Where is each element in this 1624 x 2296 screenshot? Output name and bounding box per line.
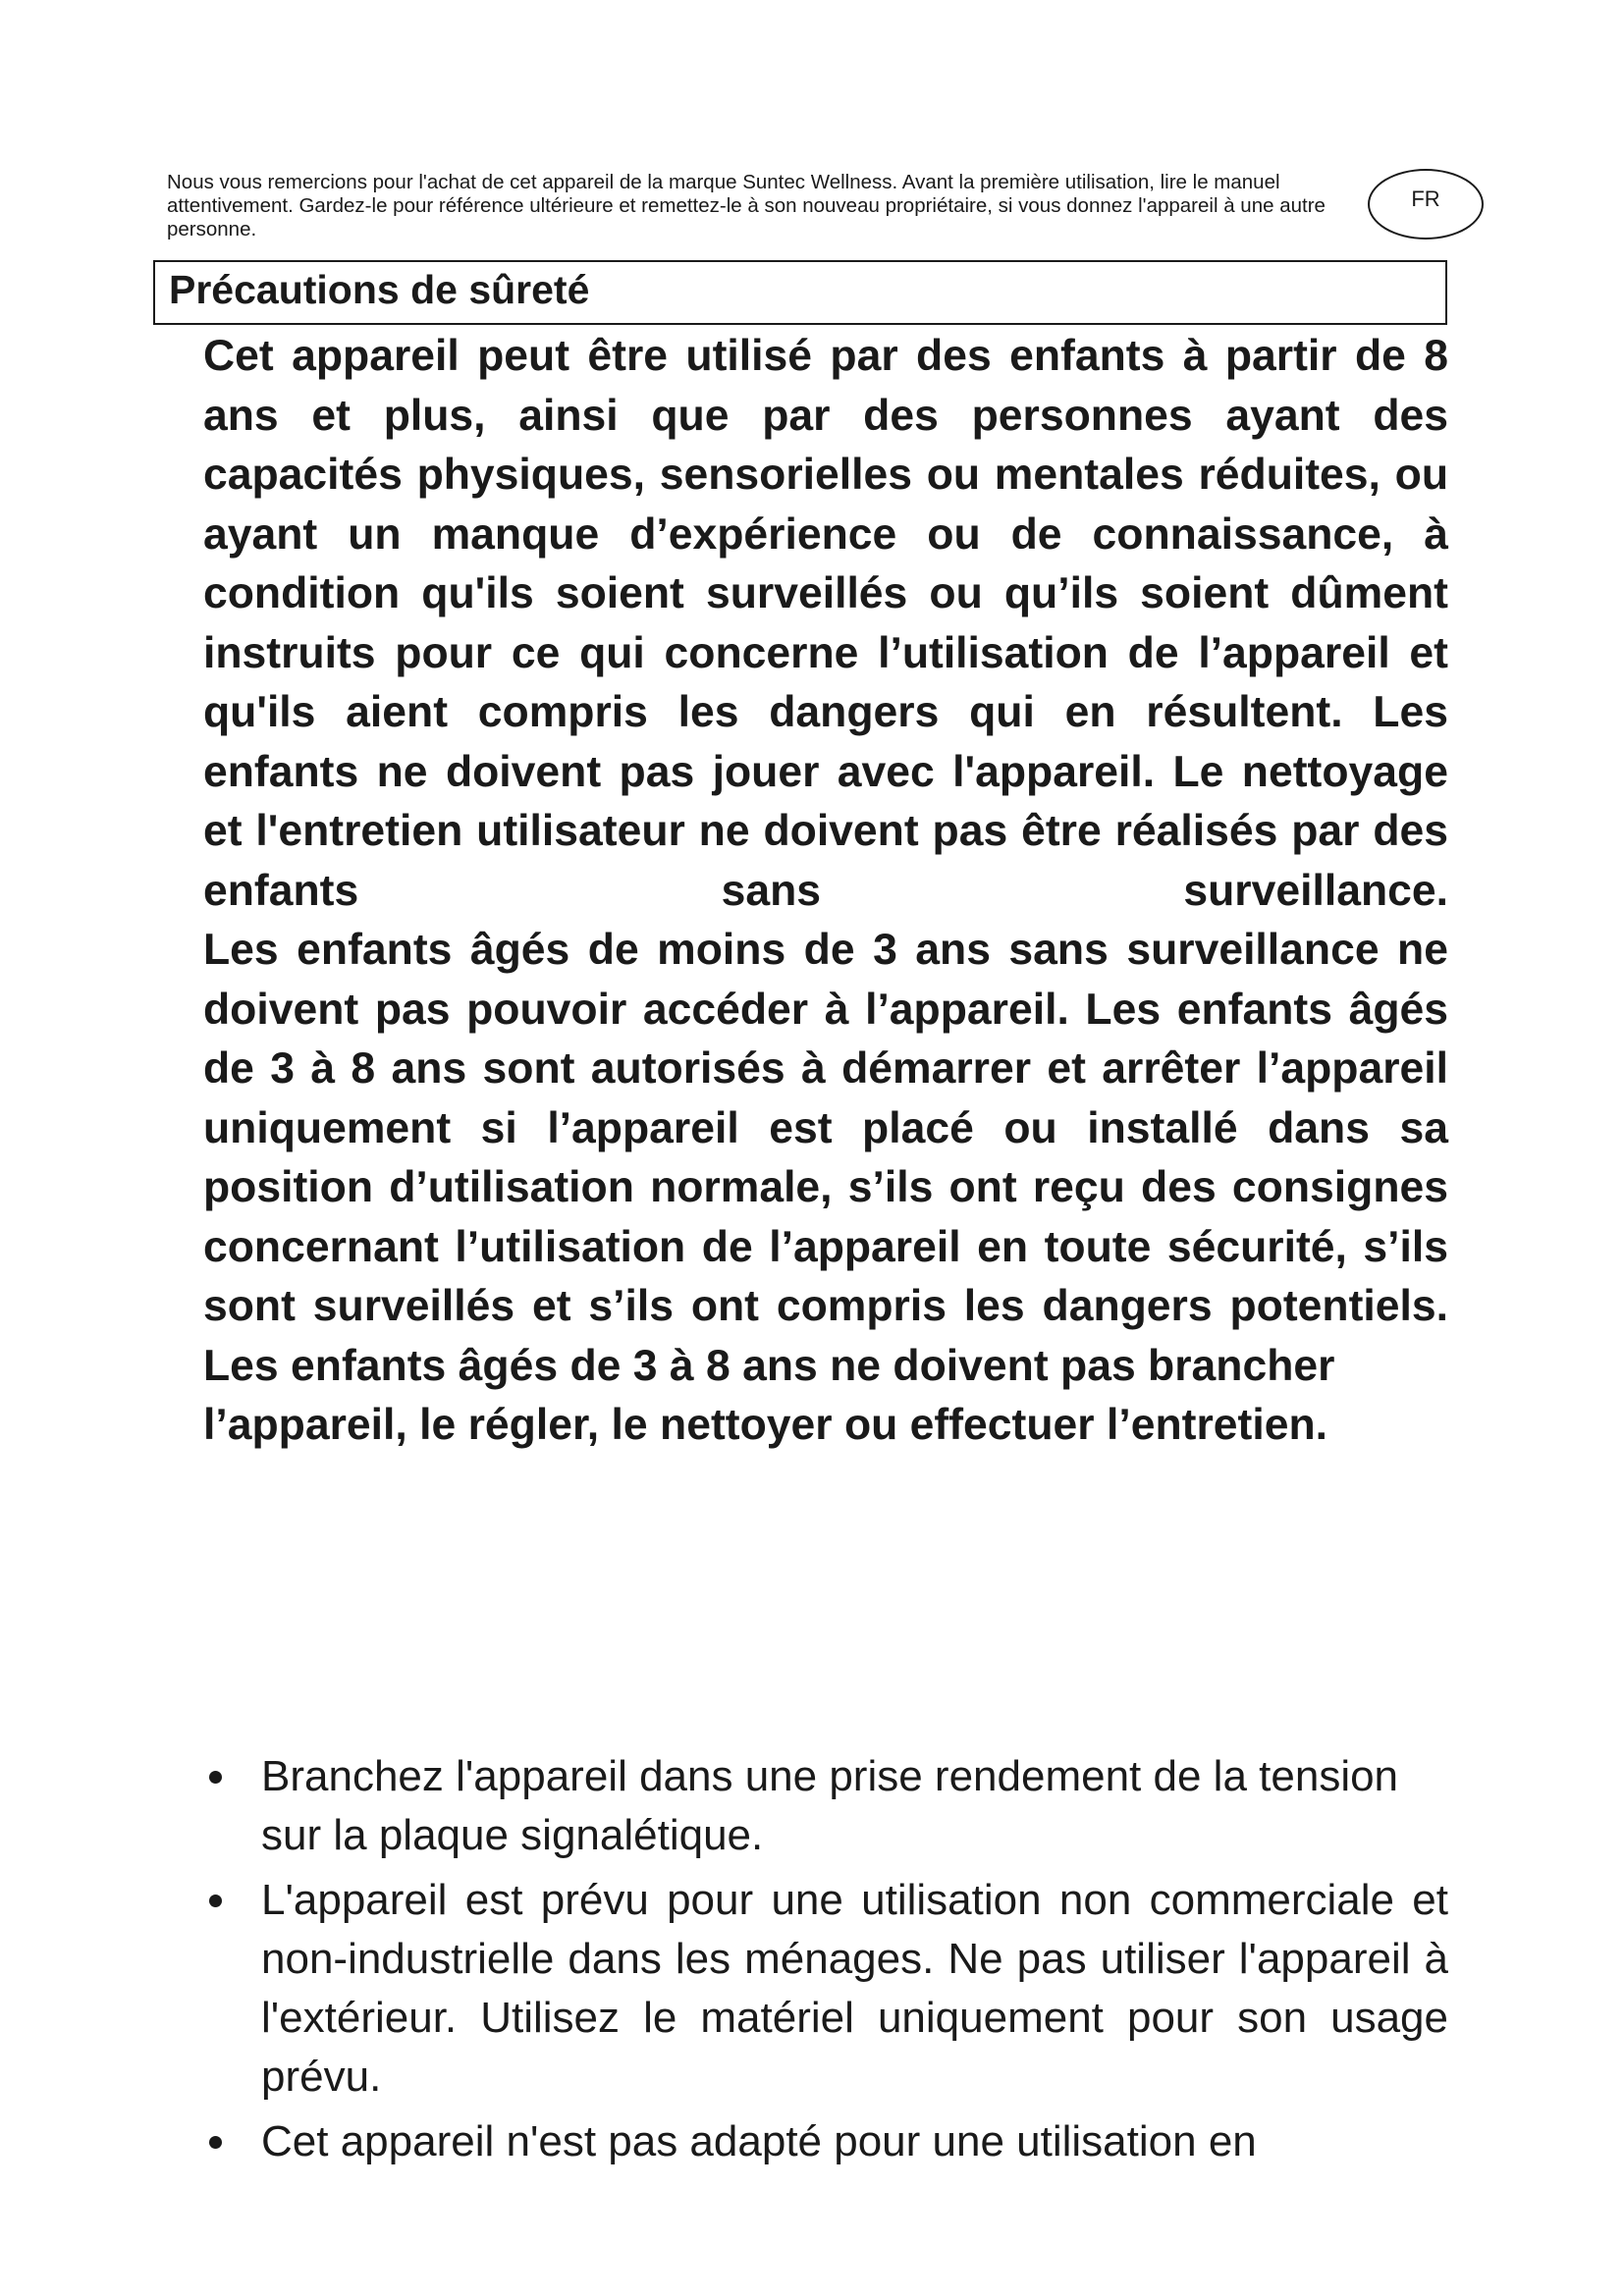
- list-item: [196, 1871, 1448, 2107]
- warning-paragraph: Cet appareil peut être utilisé par des enfants à partir de 8 ans et plus, ainsi que par des personnes ayant des capacités physiques, sensorielles ou mentales réduites, ou ayant un manque d’expérience ou de connaissance, à condition qu'ils soient surveillés ou qu’ils soient dûment instruits pour ce qui concerne l’utilisation de l’appareil et qu'ils aient compris les dangers qui en résultent. Les enfants ne doivent pas jouer avec l'appareil. Le nettoyage et l'entretien utilisateur ne doivent pas être réalisés par des enfants sans surveillance.: [203, 332, 1448, 915]
- intro-text: Nous vous remercions pour l'achat de cet appareil de la marque Suntec Wellness. Avant la première utilisation, lire le manuel attentivement. Gardez-le pour référence ultérieure et remettez-le à son nouveau propriétaire, si vous donnez l'appareil à une autre personne.: [167, 171, 1326, 240]
- bullet-text: Cet appareil n'est pas adapté pour une utilisation en: [261, 2117, 1257, 2165]
- language-badge-label: FR: [1411, 187, 1440, 211]
- bullet-text: Branchez l'appareil dans une prise rendement de la tension sur la plaque signalétique.: [261, 1752, 1399, 1859]
- list-item: [196, 2112, 1448, 2171]
- bullet-text: L'appareil est prévu pour une utilisation non commerciale et non-industrielle dans les ménages. Ne pas utiliser l'appareil à l'extérieur. Utilisez le matériel uniquement pour son usage prévu.: [261, 1876, 1448, 2101]
- warning-paragraph: Les enfants âgés de moins de 3 ans sans surveillance ne doivent pas pouvoir accéder à l’appareil. Les enfants âgés de 3 à 8 ans sont autorisés à démarrer et arrêter l’appareil uniquement si l’appareil est placé ou installé dans sa position d’utilisation normale, s’ils ont reçu des consignes concernant l’utilisation de l’appareil en toute sécurité, s’ils sont surveillés et s’ils ont compris les dangers potentiels.: [203, 926, 1448, 1330]
- safety-warning-block: [203, 327, 1448, 1456]
- language-badge: [1368, 169, 1484, 240]
- safety-bullet-list: [196, 1747, 1448, 2177]
- section-title: Précautions de sûreté: [169, 267, 590, 312]
- list-item: [196, 1747, 1448, 1865]
- section-header-box: [153, 260, 1447, 325]
- warning-paragraph: Les enfants âgés de 3 à 8 ans ne doivent pas brancher l’appareil, le régler, le nettoyer ou effectuer l’entretien.: [203, 1341, 1335, 1449]
